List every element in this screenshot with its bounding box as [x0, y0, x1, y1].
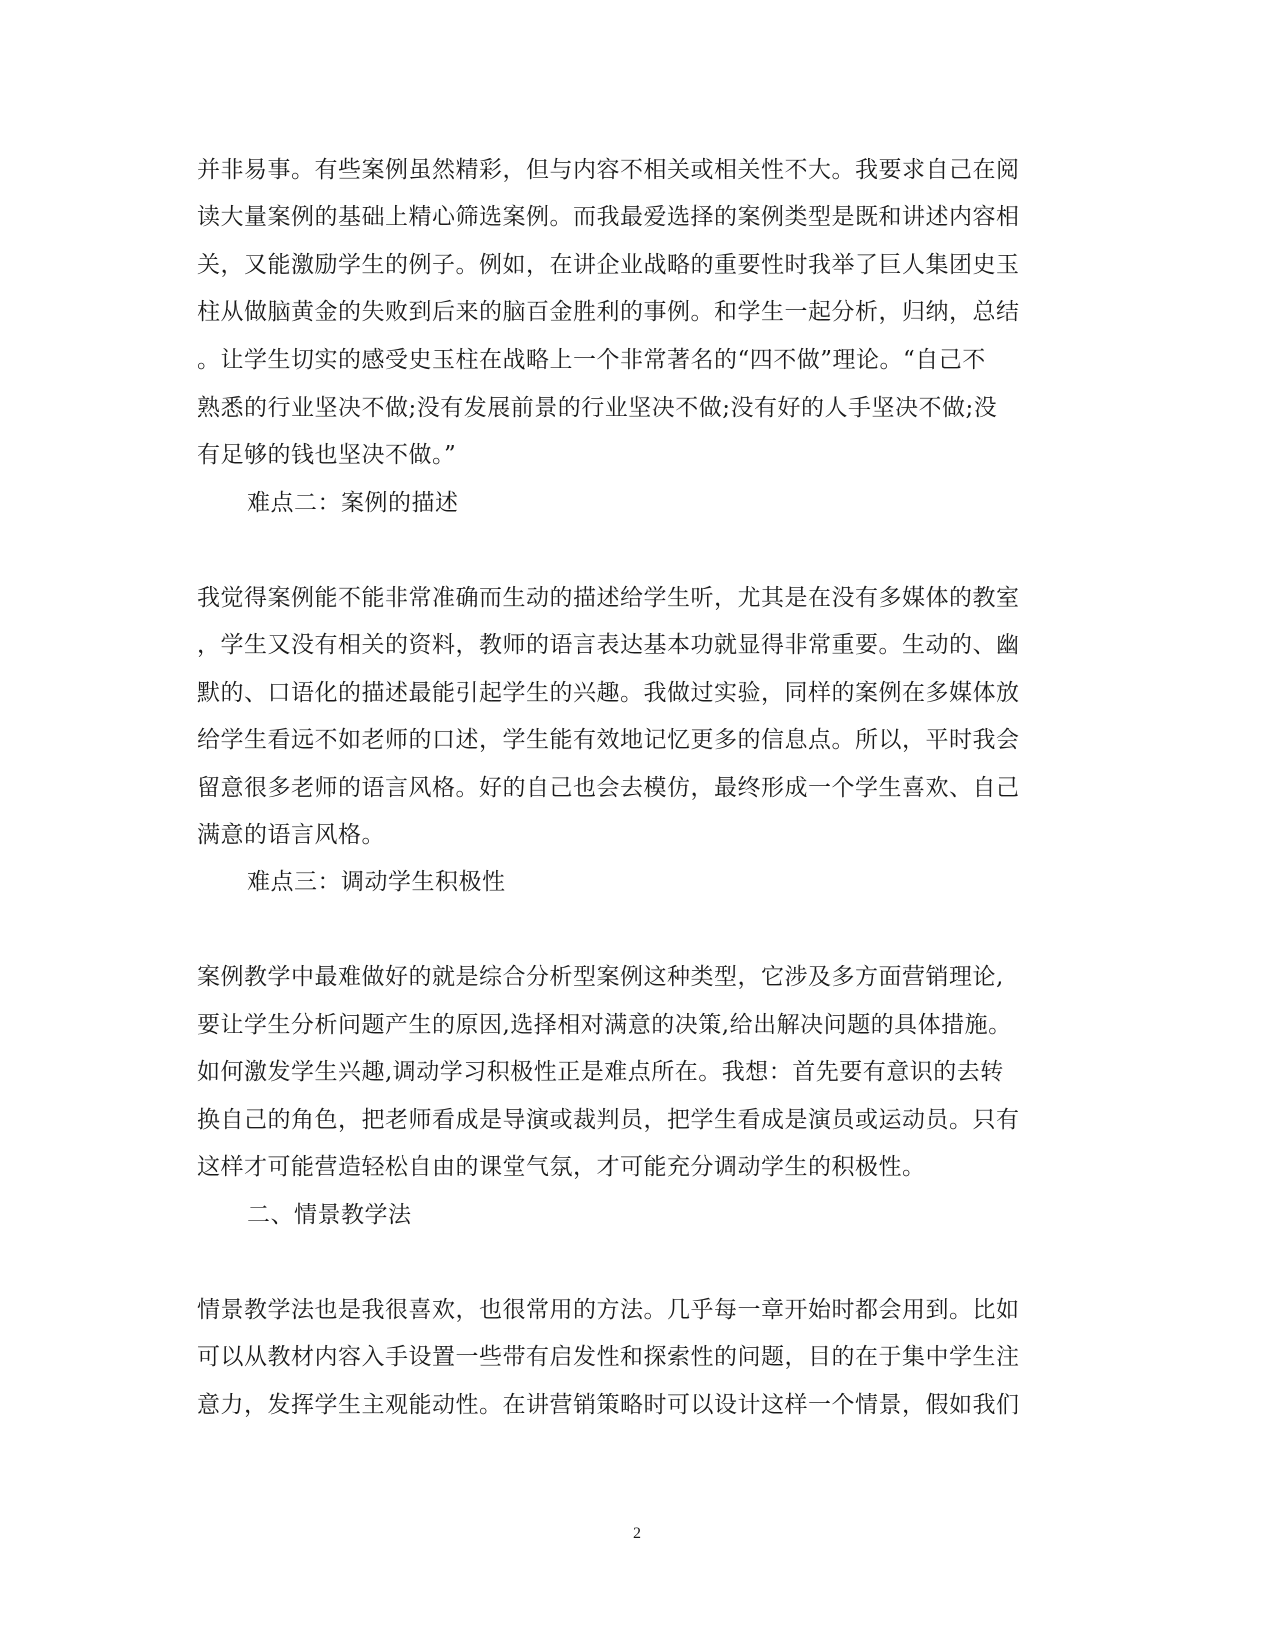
paragraph-line: 。让学生切实的感受史玉柱在战略上一个非常著名的“四不做”理论。“自己不: [197, 347, 986, 373]
paragraph-line: 读大量案例的基础上精心筛选案例。而我最爱选择的案例类型是既和讲述内容相: [197, 204, 1020, 230]
paragraph-line: 有足够的钱也坚决不做。”: [197, 442, 457, 468]
section-heading: 难点三：调动学生积极性: [247, 869, 506, 895]
paragraph-line: 熟悉的行业坚决不做;没有发展前景的行业坚决不做;没有好的人手坚决不做;没: [197, 395, 998, 421]
paragraph-line: ，学生又没有相关的资料，教师的语言表达基本功就显得非常重要。生动的、幽: [197, 632, 1020, 658]
paragraph-line: 并非易事。有些案例虽然精彩，但与内容不相关或相关性不大。我要求自己在阅: [197, 157, 1020, 183]
paragraph-line: 可以从教材内容入手设置一些带有启发性和探索性的问题，目的在于集中学生注: [197, 1344, 1020, 1370]
paragraph-line: 如何激发学生兴趣,调动学习积极性正是难点所在。我想：首先要有意识的去转: [197, 1059, 1004, 1085]
paragraph-line: 关，又能激励学生的例子。例如，在讲企业战略的重要性时我举了巨人集团史玉: [197, 252, 1020, 278]
paragraph-line: 默的、口语化的描述最能引起学生的兴趣。我做过实验，同样的案例在多媒体放: [197, 680, 1020, 706]
paragraph-line: 满意的语言风格。: [197, 822, 385, 848]
paragraph-line: 我觉得案例能不能非常准确而生动的描述给学生听，尤其是在没有多媒体的教室: [197, 585, 1020, 611]
paragraph-line: 这样才可能营造轻松自由的课堂气氛，才可能充分调动学生的积极性。: [197, 1154, 926, 1180]
paragraph-line: 柱从做脑黄金的失败到后来的脑百金胜利的事例。和学生一起分析，归纳，总结: [197, 299, 1020, 325]
paragraph-line: 换自己的角色，把老师看成是导演或裁判员，把学生看成是演员或运动员。只有: [197, 1107, 1020, 1133]
paragraph-line: 要让学生分析问题产生的原因,选择相对满意的决策,给出解决问题的具体措施。: [197, 1012, 1012, 1038]
paragraph-line: 意力，发挥学生主观能动性。在讲营销策略时可以设计这样一个情景，假如我们: [197, 1392, 1020, 1418]
paragraph-line: 给学生看远不如老师的口述，学生能有效地记忆更多的信息点。所以，平时我会: [197, 727, 1020, 753]
paragraph-line: 留意很多老师的语言风格。好的自己也会去模仿，最终形成一个学生喜欢、自己: [197, 775, 1020, 801]
section-heading: 二、情景教学法: [247, 1202, 412, 1228]
paragraph-line: 案例教学中最难做好的就是综合分析型案例这种类型，它涉及多方面营销理论,: [197, 964, 1004, 990]
paragraph-line: 情景教学法也是我很喜欢，也很常用的方法。几乎每一章开始时都会用到。比如: [197, 1297, 1020, 1323]
page-number: 2: [633, 1525, 641, 1542]
section-heading: 难点二：案例的描述: [247, 490, 459, 516]
